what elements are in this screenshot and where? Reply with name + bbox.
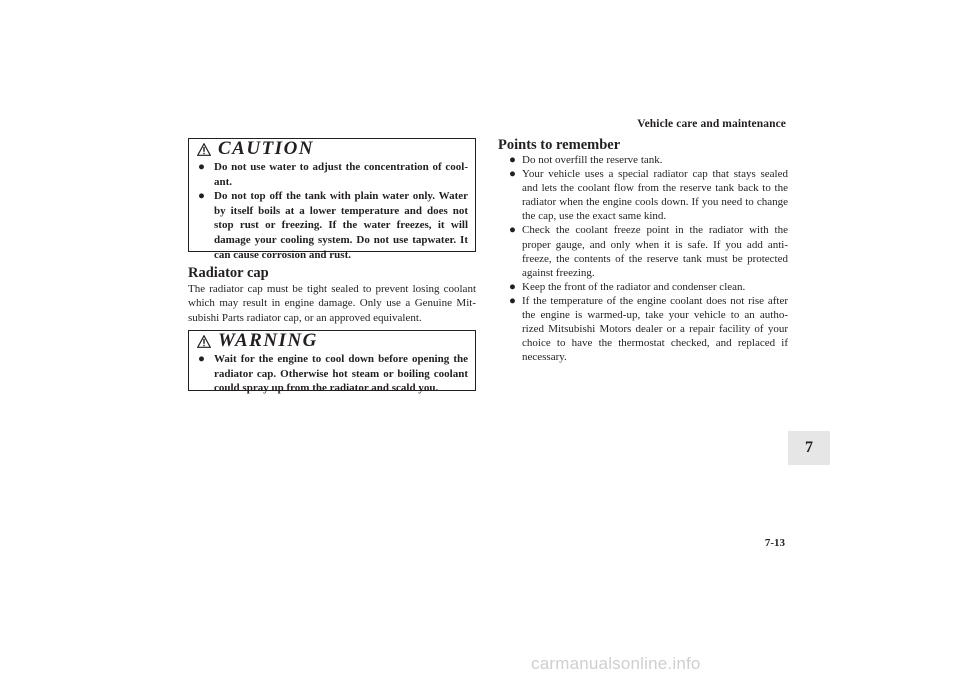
bullet-icon: ● [509,168,516,181]
page-number: 7-13 [764,537,785,549]
caution-header [189,139,475,160]
points-list [509,153,788,364]
bullet-icon: ● [198,353,205,365]
points-heading: Points to remember [498,137,621,153]
bullet-icon: ● [509,280,516,293]
warning-item [194,352,468,396]
points-item [509,153,788,167]
caution-item-text: Do not top off the tank with plain water only. Water by itself boils at a lower temperature and does not stop rust or freezing. If the water freezes, it will damage your cooling system. Do not use tapwater. It can cause corrosion and rust. [214,190,468,261]
caution-item-text: Do not use water to adjust the concentration of cool-ant. [214,161,468,188]
caution-title: CAUTION [218,138,315,159]
points-item-text: Do not overfill the reserve tank. [522,154,663,166]
bullet-icon: ● [198,190,205,203]
warning-item-text: Wait for the engine to cool down before opening the radiator cap. Otherwise hot steam or boiling coolant could spray up from the radiator and scald you. [214,353,468,395]
points-item [509,223,788,279]
bullet-icon: ● [509,154,516,166]
warning-title: WARNING [218,330,318,351]
watermark: carmanualsonline.info [531,654,701,673]
points-item-text: Check the coolant freeze point in the radiator with the proper gauge, and only when it is safe. If you add anti-freeze, the contents of the reserve tank must be protected against freezing. [522,224,788,279]
caution-item [194,160,468,189]
radiator-cap-heading: Radiator cap [188,265,269,281]
points-item [509,294,788,364]
caution-box [188,138,476,261]
caution-item [194,189,468,262]
warning-header [189,331,475,352]
chapter-tab: 7 [788,431,830,465]
warning-triangle-icon [197,143,211,156]
bullet-icon: ● [509,224,516,237]
points-item [509,167,788,223]
points-item-text: Your vehicle uses a special radiator cap that stays sealed and lets the coolant flow from the reserve tank back to the radiator when the engine cools down. If you need to change the cap, use the exact same kind. [522,168,788,223]
points-item-text: Keep the front of the radiator and condenser clean. [522,280,746,293]
points-item [509,280,788,294]
points-item-text: If the temperature of the engine coolant does not rise after the engine is warmed-up, take your vehicle to an autho-rized Mitsubishi Motors dealer or a repair facility of your choice to have the thermostat checked, and replaced if necessary. [522,294,788,364]
bullet-icon: ● [198,161,205,173]
running-header: Vehicle care and maintenance [637,118,786,130]
warning-box [188,330,476,395]
warning-triangle-icon [197,335,211,348]
radiator-cap-body: The radiator cap must be tight sealed to prevent losing coolant which may result in engine damage. Only use a Genuine Mit-subishi Parts radiator cap, or an approved equivalent. [188,283,476,324]
bullet-icon: ● [509,294,516,307]
